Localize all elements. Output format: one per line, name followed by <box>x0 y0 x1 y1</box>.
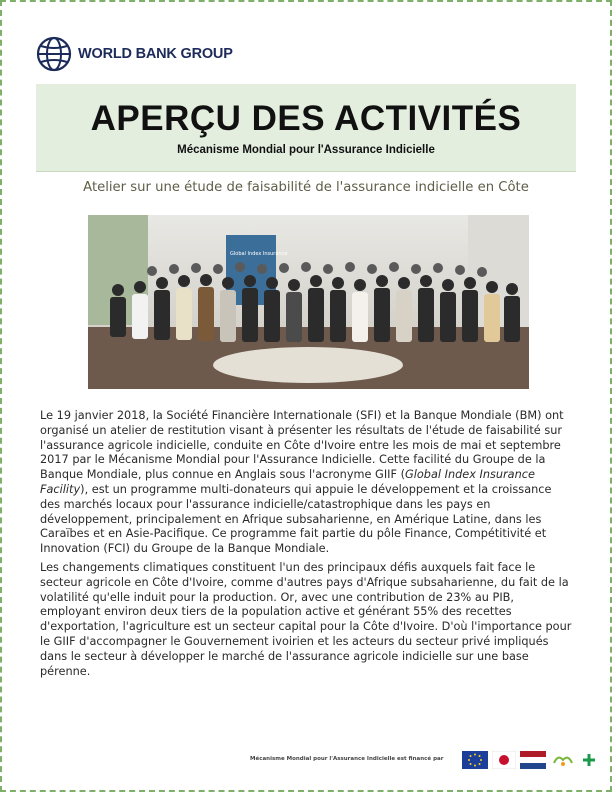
partner-logo-icon <box>550 751 576 769</box>
title-banner <box>36 84 576 172</box>
switzerland-flag-icon <box>580 751 598 769</box>
page-title: APERÇU DES ACTIVITÉS <box>90 99 522 138</box>
article-body <box>40 409 572 683</box>
globe-icon <box>36 36 72 72</box>
funding-note <box>250 756 443 762</box>
poster-text: Global Index Insurance <box>230 251 288 257</box>
paragraph-1: Le 19 janvier 2018, la Société Financière Internationale (SFI) et la Banque Mondiale (BM) ont organisé un atelier de restitution visant à présenter les résultats de l'étude de faisabilité sur l'assurance agricole indicielle, conduite en Côte d'Ivoire entre les mois de mai et septembre 2017 par le Mécanisme Mondial pour l'Assurance Indicielle. Cette facilité du Groupe de la Banque Mondiale, plus connue en Anglais sous l'acronyme GIIF (Global Index Insurance Facility), est un programme multi-donateurs qui appuie le développement et la croissance des marchés locaux pour l'assurance indicielle/catastrophique dans les pays en développement, principalement en Afrique subsaharienne, en Amérique Latine, dans les Caraïbes et en Asie-Pacifique. Ce programme fait partie du pôle Finance, Compétitivité et Innovation (FCI) du Groupe de la Banque Mondiale. <box>40 409 564 556</box>
netherlands-flag-icon <box>520 751 546 769</box>
donor-flags <box>462 751 602 769</box>
page-subtitle: Mécanisme Mondial pour l'Assurance Indicielle <box>177 144 435 156</box>
japan-flag-icon <box>492 751 516 769</box>
giif-english-name: Global Index Insurance Facility <box>40 468 535 496</box>
funding-text: Mécanisme Mondial pour l'Assurance Indicielle est financé par <box>250 756 444 762</box>
article-headline: Atelier sur une étude de faisabilité de l'assurance indicielle en Côte <box>83 180 529 195</box>
logo-text: WORLD BANK GROUP <box>78 46 233 62</box>
paragraph-2: Les changements climatiques constituent l'un des principaux défis auxquels fait face le secteur agricole en Côte d'Ivoire, comme d'autres pays d'Afrique subsaharienne, du fait de la volatilité qu'elle induit pour la production. Or, avec une contribution de 23% au PIB, employant environ deux tiers de la population active et générant 55% des recettes d'exportation, l'agriculture est un secteur capital pour la Côte d'Ivoire. D'où l'importance pour le GIIF d'accompagner le Gouvernement ivoirien et les acteurs du secteur privé impliqués dans le secteur à développer le marché de l'assurance agricole indicielle sur une base pérenne. <box>40 560 572 678</box>
world-bank-logo[interactable] <box>36 36 233 72</box>
eu-flag-icon <box>462 751 488 769</box>
group-photo <box>88 215 529 389</box>
